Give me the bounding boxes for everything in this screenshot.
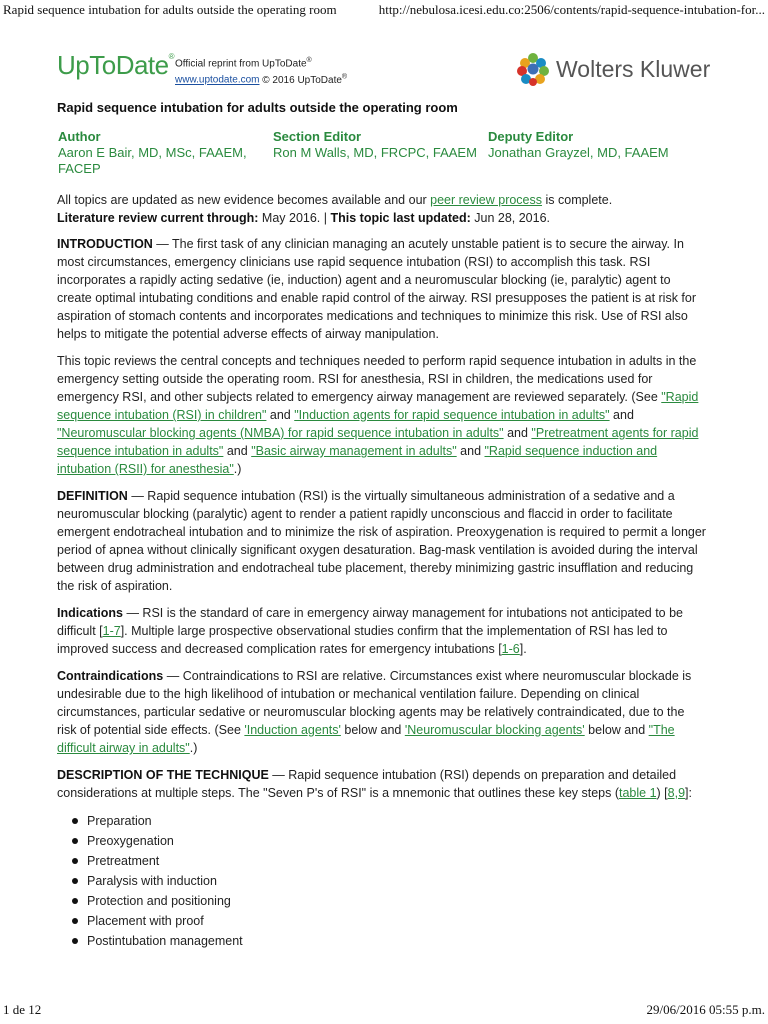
article-page — [57, 48, 711, 951]
uptodate-link[interactable]: www.uptodate.com — [175, 74, 260, 86]
print-header — [3, 2, 765, 18]
print-footer — [3, 1002, 765, 1018]
indications-section: Indications — RSI is the standard of care in emergency airway management for intubations not anticipated to be difficult [1-7]. Multiple large prospective observational studies confirm that the implementation of RSI has led to improved success and decreased complication rates for emergency intubations [1-6]. — [57, 606, 684, 656]
contributor-section-editor: Section Editor Ron M Walls, MD, FRCPC, FAAEM — [273, 129, 477, 160]
reference-link-1-7[interactable]: 1-7 — [102, 624, 121, 638]
reprint-notice: Official reprint from UpToDate® www.uptodate.com © 2016 UpToDate® — [175, 57, 348, 86]
review-dates: Literature review current through: May 2016. | This topic last updated: Jun 28, 2016. — [57, 211, 551, 225]
uptodate-logo: UpToDate® — [57, 50, 175, 80]
introduction-section: INTRODUCTION — The first task of any clinician managing an acutely unstable patient is to secure the airway. In most circumstances, emergency clinicians use rapid sequence intubation (RSI) to accomplish this task. RSI incorporates a rapidly acting sedative (ie, induction) agent and a neuromuscular blocking (ie, paralytic) agent to create optimal intubating conditions and enable rapid control of the airway. RSI presupposes the patient is at risk for aspiration of stomach contents and incorporates medications and techniques to minimize this risk. Use of RSI also helps to mitigate the potential adverse effects of airway manipulation. — [57, 237, 697, 341]
wolters-kluwer-logo: Wolters Kluwer — [515, 50, 707, 90]
page-number: 1 de 12 — [3, 1002, 42, 1017]
article-title: Rapid sequence intubation for adults outside the operating room — [57, 100, 458, 115]
seven-ps-list — [70, 811, 707, 951]
basic-airway-link[interactable]: "Basic airway management in adults" — [251, 444, 457, 458]
contributor-deputy-editor: Deputy Editor Jonathan Grayzel, MD, FAAEM — [488, 129, 669, 160]
reference-link-1-6[interactable]: 1-6 — [501, 642, 520, 656]
peer-review-link[interactable]: peer review process — [430, 193, 543, 207]
table-1-link[interactable]: table 1 — [619, 786, 657, 800]
induction-agents-anchor-link[interactable]: 'Induction agents' — [244, 723, 341, 737]
brand-row — [57, 48, 711, 94]
contraindications-section: Contraindications — Contraindications to RSI are relative. Circumstances exist where neuromuscular blockade is undesirable due to the high likelihood of intubation or mechanical ventilation failure. Depending on clinical circumstances, particular sedative or neuromuscular blocking agents may be relatively contraindicated, due to the risk of potential side effects. (See 'Induction agents' below and 'Neuromuscular blocking agents' below and "The difficult airway in adults".) — [57, 669, 692, 755]
induction-agents-link[interactable]: "Induction agents for rapid sequence intubation in adults" — [294, 408, 610, 422]
print-header-url: http://nebulosa.icesi.edu.co:2506/contents/rapid-sequence-intubation-for... — [378, 2, 765, 17]
wolters-kluwer-globe-icon — [515, 51, 551, 87]
definition-section: DEFINITION — Rapid sequence intubation (RSI) is the virtually simultaneous administration of a sedative and a neuromuscular blocking (paralytic) agent to render a patient rapidly unconscious and flaccid in order to facilitate emergent endotracheal intubation and to minimize the risk of aspiration. Preoxygenation is required to permit a longer period of apnea without clinically significant oxygen desaturation. Bag-mask ventilation is avoided during the interval between drug administration and endotracheal tube placement, thereby minimizing gastric insufflation and reducing the risk of aspiration. — [57, 489, 706, 593]
reference-link-8-9[interactable]: 8,9 — [667, 786, 686, 800]
list-item: Protection and positioning — [70, 891, 707, 911]
copyright-text: © 2016 UpToDate® — [262, 73, 348, 86]
rsi-children-link[interactable]: "Rapid sequence intubation (RSI) in children" — [57, 390, 699, 422]
list-item: Paralysis with induction — [70, 871, 707, 891]
list-item: Postintubation management — [70, 931, 707, 951]
list-item: Preparation — [70, 811, 707, 831]
print-datetime: 29/06/2016 05:55 p.m. — [646, 1002, 765, 1017]
technique-section: DESCRIPTION OF THE TECHNIQUE — Rapid sequence intubation (RSI) depends on preparation and detailed considerations at multiple steps. The "Seven P's of RSI" is a mnemonic that outlines these key steps (table 1) [8,9]: — [57, 768, 692, 800]
scope-paragraph: This topic reviews the central concepts and techniques needed to perform rapid sequence intubation in adults in the emergency setting outside the operating room. RSI for anesthesia, RSI in children, the medications used for emergency RSI, and other subjects related to emergency airway management are reviewed separately. (See "Rapid sequence intubation (RSI) in children" and "Induction agents for rapid sequence intubation in adults" and "Neuromuscular blocking agents (NMBA) for rapid sequence intubation in adults" and "Pretreatment agents for rapid sequence intubation in adults" and "Basic airway management in adults" and "Rapid sequence induction and intubation (RSII) for anesthesia".) — [57, 354, 699, 476]
list-item: Placement with proof — [70, 911, 707, 931]
nmba-anchor-link[interactable]: 'Neuromuscular blocking agents' — [404, 723, 585, 737]
print-header-title: Rapid sequence intubation for adults outside the operating room — [3, 2, 337, 17]
pretreatment-agents-link[interactable]: "Pretreatment agents for rapid sequence intubation in adults" — [57, 426, 699, 458]
contributor-author: Author Aaron E Bair, MD, MSc, FAAEM, FACEP — [58, 129, 247, 176]
rsii-anesthesia-link[interactable]: "Rapid sequence induction and intubation (RSII) for anesthesia" — [57, 444, 658, 476]
nmba-link[interactable]: "Neuromuscular blocking agents (NMBA) for rapid sequence intubation in adults" — [57, 426, 504, 440]
list-item: Preoxygenation — [70, 831, 707, 851]
list-item: Pretreatment — [70, 851, 707, 871]
difficult-airway-link[interactable]: "The difficult airway in adults" — [57, 723, 675, 755]
contributors — [57, 129, 707, 181]
update-notice: All topics are updated as new evidence becomes available and our peer review process is complete. — [57, 193, 613, 207]
